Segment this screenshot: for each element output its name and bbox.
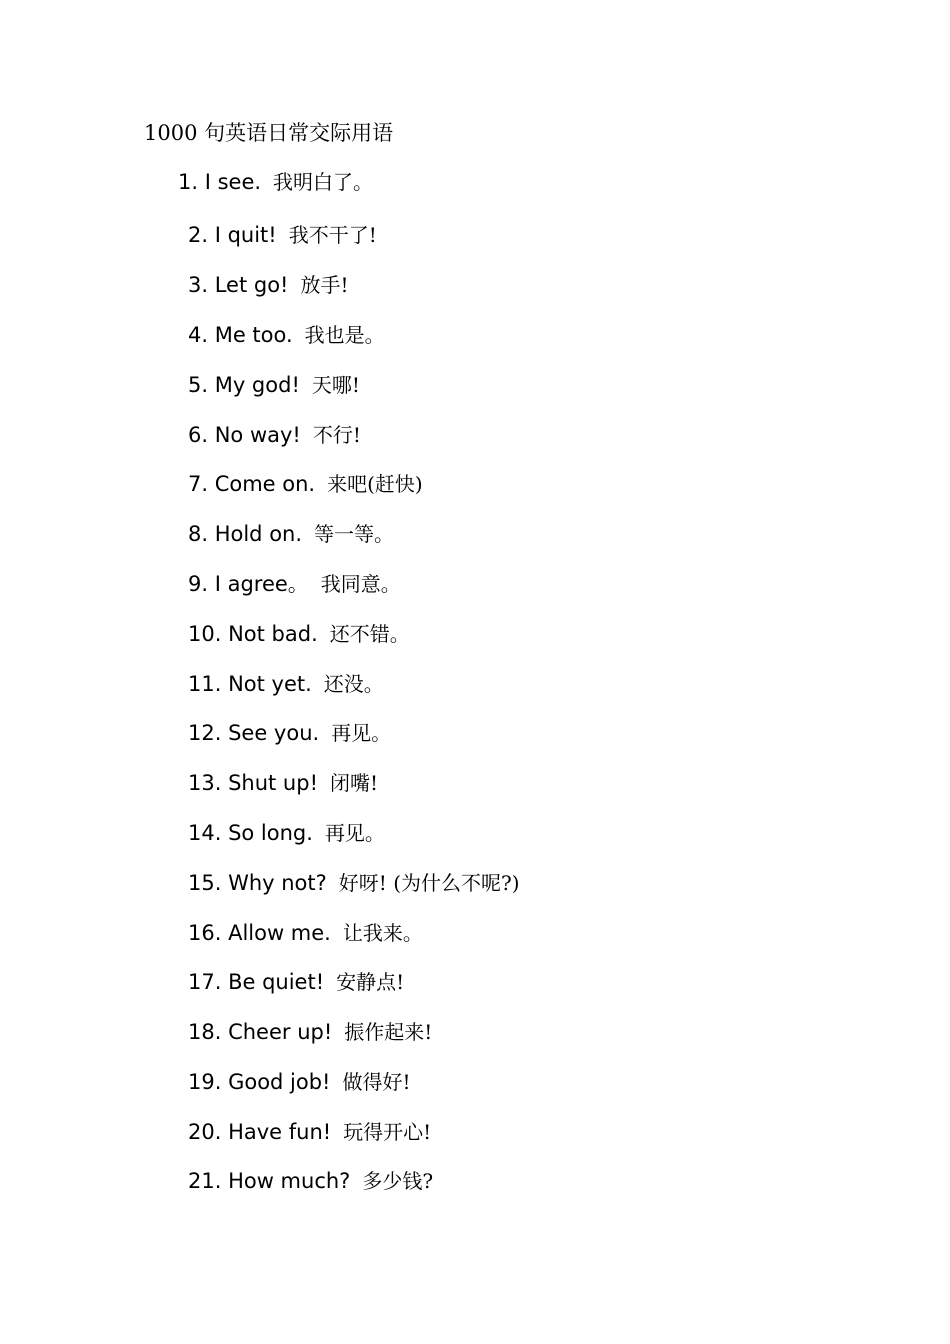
phrase-item [188, 818, 385, 848]
english-phrase: 11. Not yet. [188, 672, 312, 696]
chinese-translation: 我不干了! [288, 223, 377, 247]
phrase-item [188, 1166, 433, 1196]
english-phrase: 12. See you. [188, 721, 320, 745]
english-phrase: 20. Have fun! [188, 1120, 332, 1144]
phrase-item [188, 868, 520, 898]
english-phrase: 9. I agree。 [188, 572, 309, 596]
english-phrase: 8. Hold on. [188, 522, 303, 546]
chinese-translation: 不行! [312, 423, 361, 447]
chinese-translation: 还不错。 [329, 622, 410, 646]
english-phrase: 21. How much? [188, 1169, 351, 1193]
english-phrase: 16. Allow me. [188, 921, 331, 945]
english-phrase: 14. So long. [188, 821, 313, 845]
phrase-item [178, 167, 373, 197]
english-phrase: 18. Cheer up! [188, 1020, 333, 1044]
chinese-translation: 来吧(赶快) [327, 472, 423, 496]
phrase-item [188, 320, 385, 350]
phrase-item [188, 1017, 432, 1047]
phrase-item [188, 768, 378, 798]
chinese-translation: 做得好! [342, 1070, 411, 1094]
chinese-translation: 我明白了。 [273, 170, 374, 194]
chinese-translation: 天哪! [311, 373, 360, 397]
chinese-translation: 玩得开心! [343, 1120, 432, 1144]
phrase-item [188, 718, 391, 748]
phrase-item [188, 669, 384, 699]
chinese-translation: 还没。 [323, 672, 384, 696]
phrase-item [188, 1117, 431, 1147]
phrase-item [188, 918, 423, 948]
phrase-item [188, 469, 423, 499]
phrase-item [188, 220, 377, 250]
english-phrase: 5. My god! [188, 373, 300, 397]
phrase-item [188, 270, 349, 300]
chinese-translation: 我同意。 [320, 572, 401, 596]
chinese-translation: 再见。 [324, 821, 385, 845]
english-phrase: 1. I see. [178, 170, 262, 194]
english-phrase: 13. Shut up! [188, 771, 318, 795]
chinese-translation: 闭嘴! [330, 771, 379, 795]
phrase-item [188, 967, 404, 997]
english-phrase: 6. No way! [188, 423, 301, 447]
english-phrase: 10. Not bad. [188, 622, 318, 646]
phrase-item [188, 519, 394, 549]
document-title: 1000 句英语日常交际用语 [144, 121, 394, 145]
chinese-translation: 我也是。 [304, 323, 385, 347]
chinese-translation: 放手! [300, 273, 349, 297]
chinese-translation: 多少钱? [362, 1169, 434, 1193]
english-phrase: 19. Good job! [188, 1070, 331, 1094]
phrase-item [188, 619, 410, 649]
chinese-translation: 好呀! (为什么不呢?) [338, 871, 520, 895]
english-phrase: 17. Be quiet! [188, 970, 325, 994]
phrase-item [188, 1067, 411, 1097]
chinese-translation: 振作起来! [344, 1020, 433, 1044]
english-phrase: 7. Come on. [188, 472, 316, 496]
chinese-translation: 安静点! [336, 970, 405, 994]
phrase-item [188, 370, 360, 400]
english-phrase: 15. Why not? [188, 871, 327, 895]
chinese-translation: 让我来。 [342, 921, 423, 945]
english-phrase: 4. Me too. [188, 323, 293, 347]
english-phrase: 3. Let go! [188, 273, 289, 297]
phrase-item [188, 420, 361, 450]
chinese-translation: 等一等。 [314, 522, 395, 546]
english-phrase: 2. I quit! [188, 223, 277, 247]
phrase-item [188, 569, 401, 599]
chinese-translation: 再见。 [331, 721, 392, 745]
